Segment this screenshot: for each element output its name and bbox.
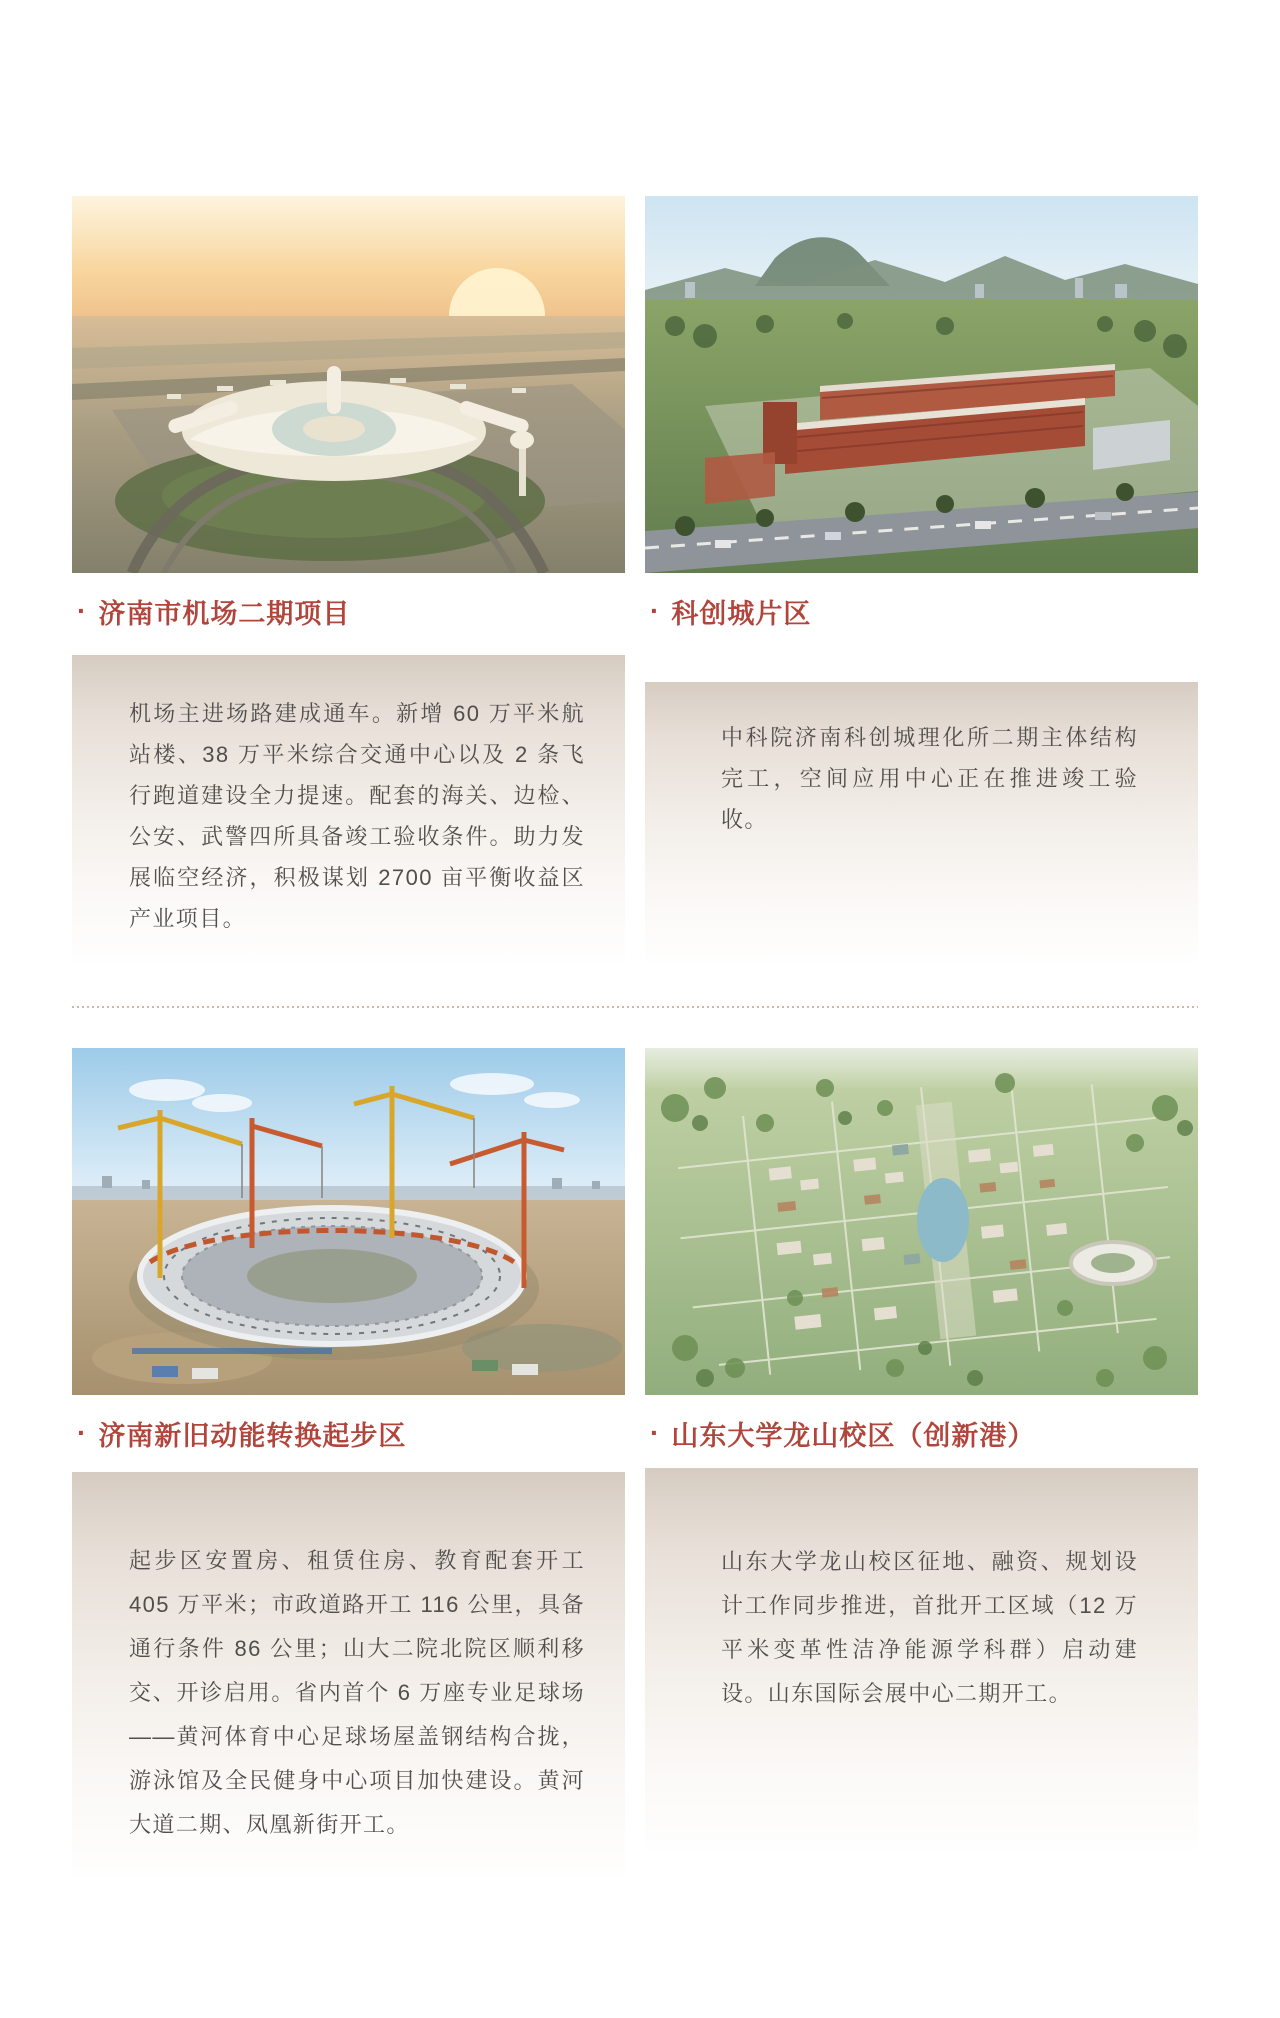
airport-phase2-photo [72,196,625,573]
dotted-divider [72,1006,1198,1008]
section-title-text: 山东大学龙山校区（创新港） [671,1420,1036,1451]
longshan-campus-photo [645,1048,1198,1395]
section-body-box-starting-area [72,1472,625,1878]
science-city-photo [645,196,1198,573]
section-title-airport [72,594,625,628]
section-body-box-science-city [645,682,1198,962]
airport-aerial-illustration [72,196,625,573]
campus-render-illustration [645,1048,1198,1395]
section-title-text: 科创城片区 [671,598,812,629]
section-title-longshan-campus [645,1416,1198,1450]
section-body-box-longshan-campus [645,1468,1198,1850]
section-body-box-airport [72,655,625,962]
section-body-text: 起步区安置房、租赁住房、教育配套开工 405 万平米；市政道路开工 116 公里，具备通行条件 86 公里；山大二院北院区顺利移交、开诊启用。省内首个 6 万座专业足球场——黄河体育中心足球场屋盖钢结构合拢，游泳馆及全民健身中心项目加快建设。黄河大道二期、凤凰新街开工。 [129,1548,585,1837]
section-body-text: 中科院济南科创城理化所二期主体结构完工，空间应用中心正在推进竣工验收。 [721,725,1138,832]
title-bullet-icon: · [77,1417,88,1448]
starting-area-photo [72,1048,625,1395]
section-title-starting-area [72,1416,625,1450]
title-bullet-icon: · [650,595,661,626]
section-body-text: 山东大学龙山校区征地、融资、规划设计工作同步推进，首批开工区域（12 万平米变革性洁净能源学科群）启动建设。山东国际会展中心二期开工。 [721,1549,1138,1706]
title-bullet-icon: · [77,595,88,626]
science-city-aerial-illustration [645,196,1198,573]
title-bullet-icon: · [650,1417,661,1448]
section-title-text: 济南市机场二期项目 [98,598,351,629]
section-title-text: 济南新旧动能转换起步区 [98,1420,407,1451]
section-title-science-city [645,594,1198,628]
section-body-text: 机场主进场路建成通车。新增 60 万平米航站楼、38 万平米综合交通中心以及 2 条飞行跑道建设全力提速。配套的海关、边检、公安、武警四所具备竣工验收条件。助力发展临空经济，积极谋划 2700 亩平衡收益区产业项目。 [129,701,585,931]
stadium-construction-illustration [72,1048,625,1395]
